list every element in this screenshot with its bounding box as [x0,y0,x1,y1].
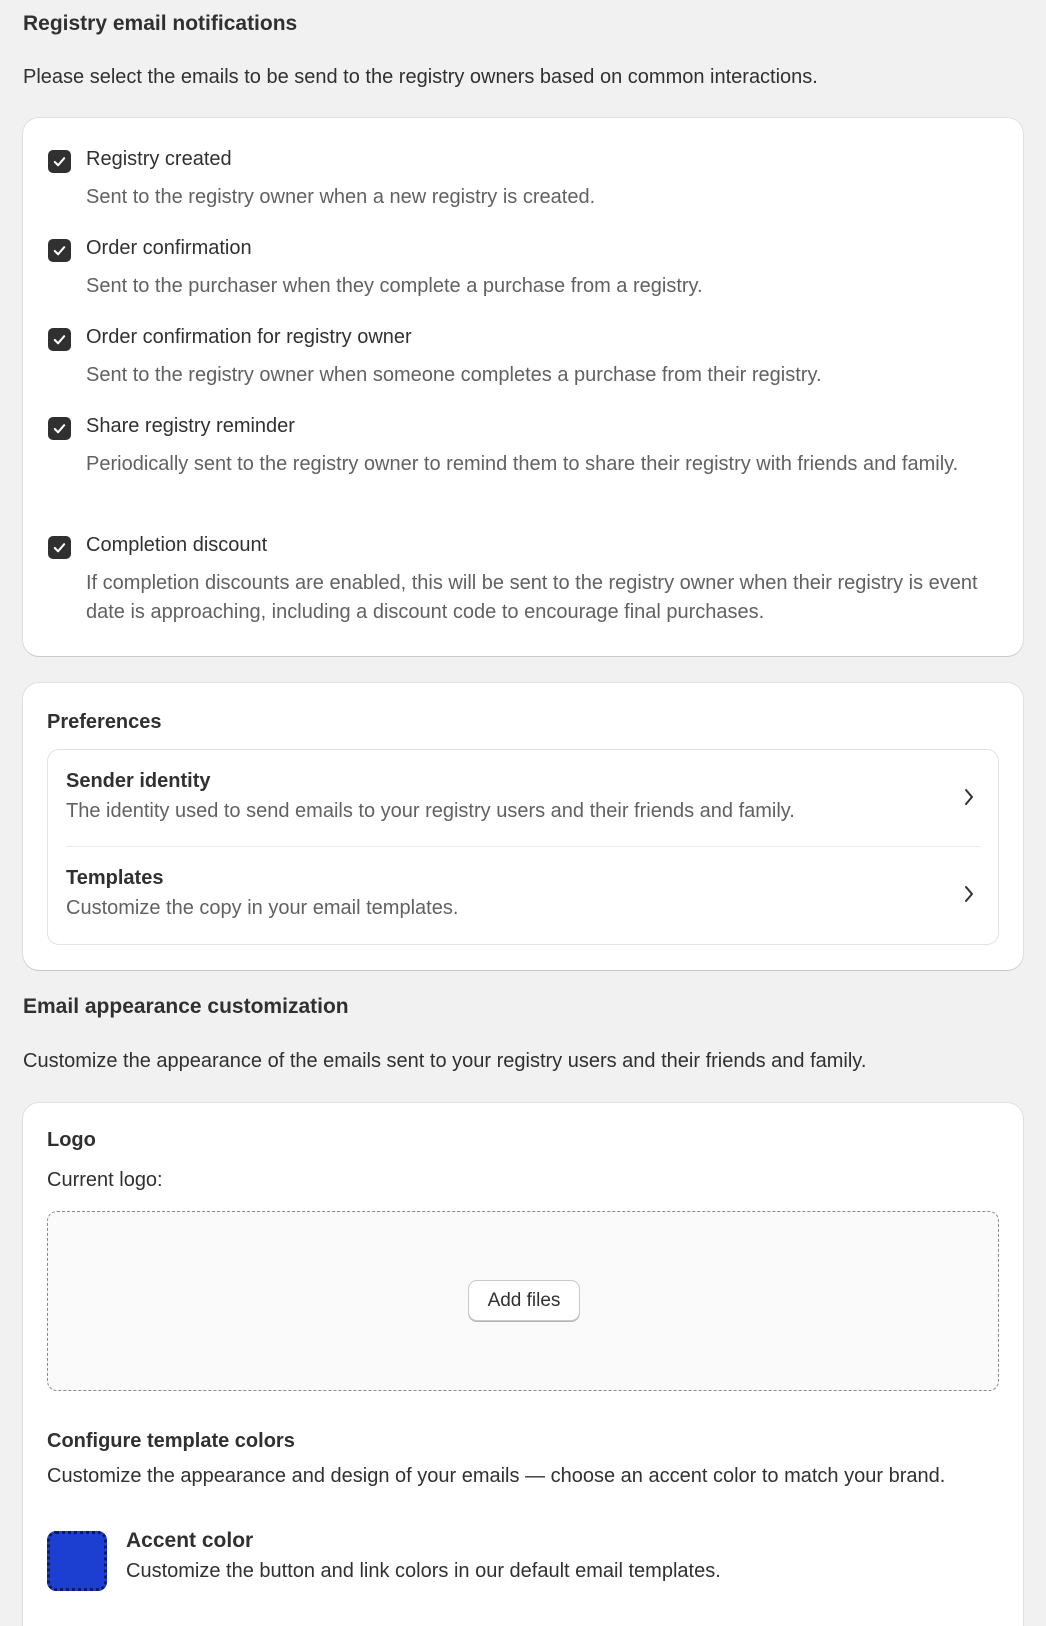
chevron-right-icon [962,883,976,905]
logo-dropzone[interactable] [47,1211,999,1391]
check-icon [52,332,67,347]
checkbox-registry-created[interactable] [48,150,71,173]
appearance-title: Email appearance customization [23,995,349,1018]
preference-item-sender-identity[interactable] [48,750,998,846]
check-icon [52,243,67,258]
notification-label: Order confirmation [86,237,252,259]
appearance-card [23,1103,1023,1626]
preference-description: The identity used to send emails to your registry users and their friends and family. [66,800,795,822]
template-colors-description: Customize the appearance and design of your emails — choose an accent color to match your brand. [47,1465,946,1487]
notification-help: Sent to the registry owner when a new registry is created. [86,186,596,208]
add-files-button[interactable]: Add files [468,1280,580,1321]
accent-color-swatch[interactable] [47,1531,107,1591]
check-icon [52,540,67,555]
notification-label: Share registry reminder [86,415,295,437]
checkbox-completion-discount[interactable] [48,536,71,559]
accent-color-description: Customize the button and link colors in our default email templates. [126,1560,721,1582]
notification-help: Sent to the purchaser when they complete a purchase from a registry. [86,275,703,297]
checkbox-order-confirmation-owner[interactable] [48,328,71,351]
notification-help: Periodically sent to the registry owner to remind them to share their registry with friends and family. [86,453,959,475]
preference-item-templates[interactable] [48,847,998,943]
preferences-card [23,683,1023,970]
notification-help: If completion discounts are enabled, this will be sent to the registry owner when their registry is event date is approaching, including a discount code to encourage final purchases. [86,572,978,623]
checkbox-share-reminder[interactable] [48,417,71,440]
check-icon [52,421,67,436]
notifications-title: Registry email notifications [23,12,298,35]
preferences-title: Preferences [47,711,162,733]
appearance-description: Customize the appearance of the emails sent to your registry users and their friends and family. [23,1050,867,1072]
notification-label: Order confirmation for registry owner [86,326,412,348]
preference-description: Customize the copy in your email templates. [66,897,459,919]
notifications-card [23,118,1023,656]
accent-color-title: Accent color [126,1529,254,1552]
notifications-description: Please select the emails to be send to the registry owners based on common interactions. [23,66,818,88]
logo-title: Logo [47,1129,96,1151]
notification-help: Sent to the registry owner when someone completes a purchase from their registry. [86,364,822,386]
template-colors-title: Configure template colors [47,1430,295,1452]
current-logo-label: Current logo: [47,1169,163,1191]
notification-label: Registry created [86,148,232,170]
preferences-list [47,749,999,945]
check-icon [52,154,67,169]
preference-title: Sender identity [66,770,211,792]
checkbox-order-confirmation[interactable] [48,239,71,262]
notification-label: Completion discount [86,534,268,556]
chevron-right-icon [962,786,976,808]
preference-title: Templates [66,867,164,889]
